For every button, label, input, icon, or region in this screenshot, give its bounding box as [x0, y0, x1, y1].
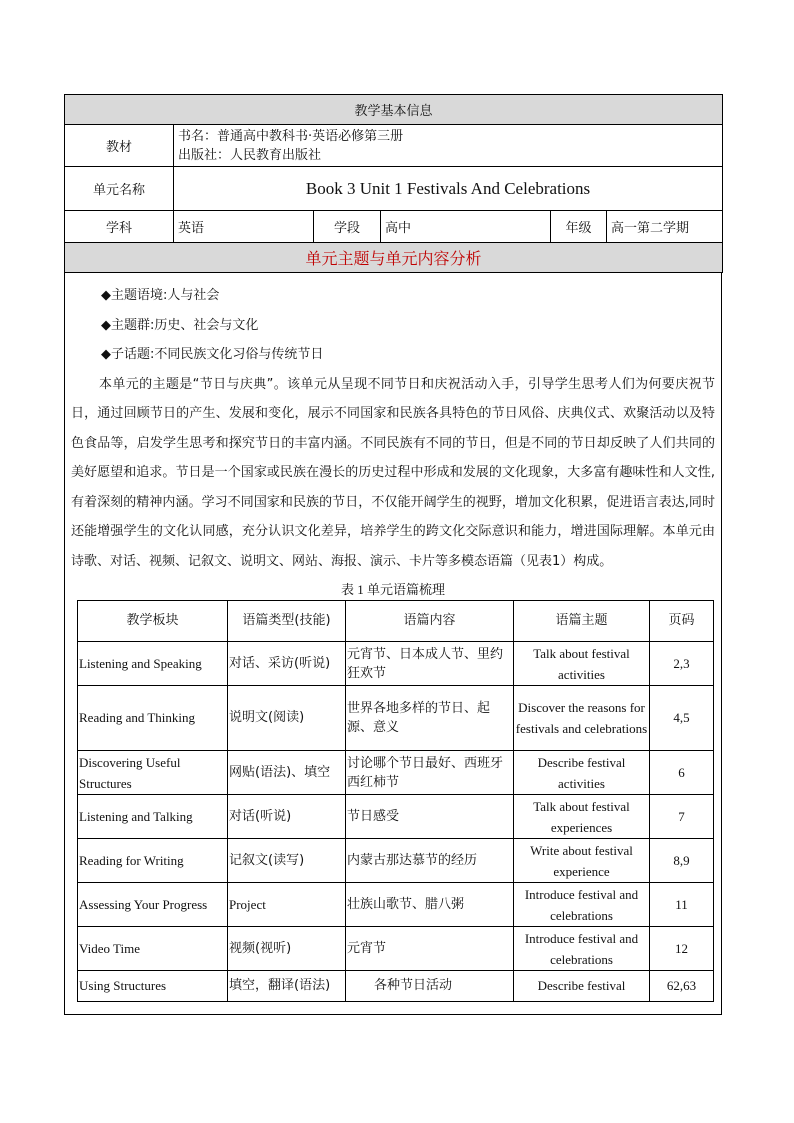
row-pages: 7	[650, 795, 714, 839]
analysis-paragraph: 本单元的主题是“节日与庆典”。该单元从呈现不同节日和庆祝活动入手，引导学生思考人们为何要庆祝节日，通过回顾节日的产生、发展和变化，展示不同国家和民族各具特色的节日风俗、庆典仪式、欢聚活动以及特色食品等，启发学生思考和探究节日的丰富内涵。不同民族有不同的节日，但是不同的节日却反映了人们共同的美好愿望和追求。节日是一个国家或民族在漫长的历史过程中形成和发展的文化现象，大多富有趣味性和人文性,有着深刻的精神内涵。学习不同国家和民族的节日，不仅能开阔学生的视野，增加文化积累，促进语言表达,同时还能增强学生的文化认同感，充分认识文化差异，培养学生的跨文化交际意识和能力，增进国际理解。本单元由诗歌、对话、视频、记叙文、说明文、网站、海报、演示、卡片等多模态语篇（见表1）构成。	[71, 376, 715, 569]
row-type: Project	[228, 883, 346, 927]
grade-label: 年级	[551, 211, 607, 243]
row-section: Reading and Thinking	[78, 686, 228, 751]
row-theme: Describe festival	[514, 971, 650, 1002]
row-section: Reading for Writing	[78, 839, 228, 883]
theme-context-bullet: ◆主题语境:人与社会	[101, 288, 220, 303]
col-header-content: 语篇内容	[346, 601, 514, 642]
unit-texts-table	[77, 600, 714, 1002]
textbook-value	[174, 125, 723, 167]
row-type: 说明文(阅读)	[228, 686, 346, 751]
row-section: Using Structures	[78, 971, 228, 1002]
analysis-header: 单元主题与单元内容分析	[65, 243, 723, 273]
row-theme: Discover the reasons for festivals and celebrations	[514, 686, 650, 751]
row-content: 讨论哪个节日最好、西班牙西红柿节	[346, 751, 514, 795]
row-theme: Write about festival experience	[514, 839, 650, 883]
row-content: 元宵节	[346, 927, 514, 971]
col-header-theme: 语篇主题	[514, 601, 650, 642]
row-section: Assessing Your Progress	[78, 883, 228, 927]
row-type: 网贴(语法)、填空	[228, 751, 346, 795]
row-theme: Talk about festival experiences	[514, 795, 650, 839]
table-row	[78, 971, 714, 1002]
table-row	[78, 642, 714, 686]
col-header-pages: 页码	[650, 601, 714, 642]
row-pages: 2,3	[650, 642, 714, 686]
row-content: 元宵节、日本成人节、里约狂欢节	[346, 642, 514, 686]
table-row	[78, 883, 714, 927]
theme-group-bullet: ◆主题群:历史、社会与文化	[101, 317, 259, 333]
row-theme: Talk about festival activities	[514, 642, 650, 686]
row-pages: 12	[650, 927, 714, 971]
row-section: Video Time	[78, 927, 228, 971]
row-type: 对话(听说)	[228, 795, 346, 839]
table-row	[78, 839, 714, 883]
row-pages: 8,9	[650, 839, 714, 883]
table-row	[78, 927, 714, 971]
table-row	[78, 751, 714, 795]
row-pages: 6	[650, 751, 714, 795]
unit-name-label: 单元名称	[65, 167, 174, 211]
row-pages: 11	[650, 883, 714, 927]
textbook-label: 教材	[65, 125, 174, 167]
row-type: 记叙文(读写)	[228, 839, 346, 883]
basic-info-table	[64, 94, 723, 273]
row-pages: 4,5	[650, 686, 714, 751]
unit-name-value: Book 3 Unit 1 Festivals And Celebrations	[174, 167, 723, 211]
table-caption: 表 1 单元语篇梳理	[340, 582, 445, 597]
row-section: Listening and Talking	[78, 795, 228, 839]
textbook-publisher: 出版社：人民教育出版社	[178, 147, 322, 163]
row-theme: Describe festival activities	[514, 751, 650, 795]
stage-value: 高中	[381, 211, 551, 243]
row-pages: 62,63	[650, 971, 714, 1002]
row-type: 视频(视听)	[228, 927, 346, 971]
stage-label: 学段	[314, 211, 381, 243]
row-content: 内蒙古那达慕节的经历	[346, 839, 514, 883]
table-row	[78, 795, 714, 839]
row-type: 对话、采访(听说)	[228, 642, 346, 686]
row-content: 各种节日活动	[346, 971, 514, 1002]
row-type: 填空，翻译(语法)	[228, 971, 346, 1002]
row-content: 节日感受	[346, 795, 514, 839]
row-content: 壮族山歌节、腊八粥	[346, 883, 514, 927]
textbook-name: 书名：普通高中教科书·英语必修第三册	[178, 128, 404, 144]
subtopic-bullet: ◆子话题:不同民族文化习俗与传统节日	[101, 347, 324, 362]
subject-value: 英语	[174, 211, 314, 243]
col-header-type: 语篇类型(技能)	[228, 601, 346, 642]
row-content: 世界各地多样的节日、起源、意义	[346, 686, 514, 751]
subject-label: 学科	[65, 211, 174, 243]
table-row	[78, 686, 714, 751]
grade-value: 高一第二学期	[607, 211, 723, 243]
lesson-plan-page	[64, 94, 722, 1015]
row-theme: Introduce festival and celebrations	[514, 927, 650, 971]
row-theme: Introduce festival and celebrations	[514, 883, 650, 927]
col-header-section: 教学板块	[78, 601, 228, 642]
row-section: Discovering Useful Structures	[78, 751, 228, 795]
row-section: Listening and Speaking	[78, 642, 228, 686]
basic-info-header: 教学基本信息	[65, 95, 723, 125]
unit-analysis	[64, 273, 722, 1015]
